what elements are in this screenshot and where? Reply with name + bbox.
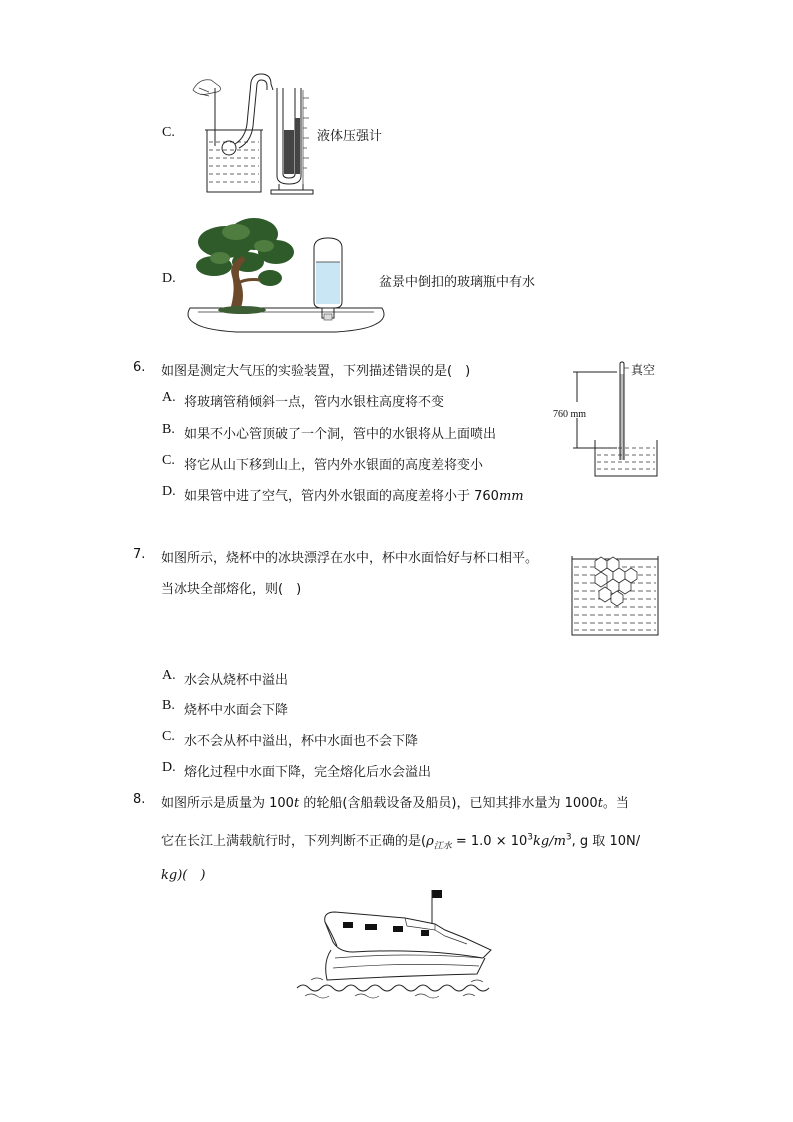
q7-number: 7.: [133, 547, 146, 562]
q8-line1: 如图所示是质量为 100t 的轮船(含船载设备及船员)，已知其排水量为 1000t。当: [161, 796, 629, 811]
torricelli-barometer-figure: [555, 360, 665, 480]
q7-option-b-text: 烧杯中水面会下降: [184, 703, 289, 718]
q6-figure-height-label: 760 mm: [553, 409, 587, 420]
q7-option-a-text: 水会从烧杯中溢出: [184, 673, 289, 688]
liquid-pressure-gauge-figure: [185, 68, 325, 198]
q6-number: 6.: [133, 360, 146, 375]
q8-line3: kg)( ): [161, 868, 206, 883]
q6-option-b-letter: B.: [162, 422, 175, 437]
q6-stem: 如图是测定大气压的实验装置，下列描述错误的是( ): [161, 364, 471, 379]
q5-option-d-letter: D.: [162, 271, 176, 286]
q8-number: 8.: [133, 792, 146, 807]
q6-option-d-letter: D.: [162, 484, 176, 499]
q6-option-a-letter: A.: [162, 390, 176, 405]
q6-option-d-text: 如果管中进了空气，管内外水银面的高度差将小于 760mm: [184, 489, 524, 504]
q6-option-c-letter: C.: [162, 453, 175, 468]
q6-option-b-text: 如果不小心管顶破了一个洞，管中的水银将从上面喷出: [184, 427, 497, 442]
q5-option-c-caption: 液体压强计: [317, 129, 383, 144]
q6-option-c-text: 将它从山下移到山上，管内外水银面的高度差将变小: [184, 458, 484, 473]
q7-option-d-letter: D.: [162, 760, 176, 775]
bonsai-bottle-figure: [186, 214, 386, 338]
q8-line2: 它在长江上满载航行时，下列判断不正确的是($\rho_{江水} = 1.0 \times 10^3kg/m^3$, g 取 10N/: [161, 832, 641, 852]
beaker-ice-figure: [571, 555, 661, 637]
q7-option-b-letter: B.: [162, 698, 175, 713]
q7-option-d-text: 熔化过程中水面下降，完全熔化后水会溢出: [184, 765, 432, 780]
q6-option-a-text: 将玻璃管稍倾斜一点，管内水银柱高度将不变: [184, 395, 445, 410]
q7-option-c-text: 水不会从杯中溢出，杯中水面也不会下降: [184, 734, 419, 749]
ship-figure: [295, 888, 500, 1003]
q7-stem-line1: 如图所示，烧杯中的冰块漂浮在水中，杯中水面恰好与杯口相平。: [161, 551, 539, 566]
q7-option-c-letter: C.: [162, 729, 175, 744]
q5-option-c-letter: C.: [162, 125, 175, 140]
q5-option-d-caption: 盆景中倒扣的玻璃瓶中有水: [379, 275, 536, 290]
q6-figure-vacuum-label: 真空: [631, 363, 656, 377]
q7-stem-line2: 当冰块全部熔化，则( ): [161, 582, 302, 597]
q7-option-a-letter: A.: [162, 668, 176, 683]
